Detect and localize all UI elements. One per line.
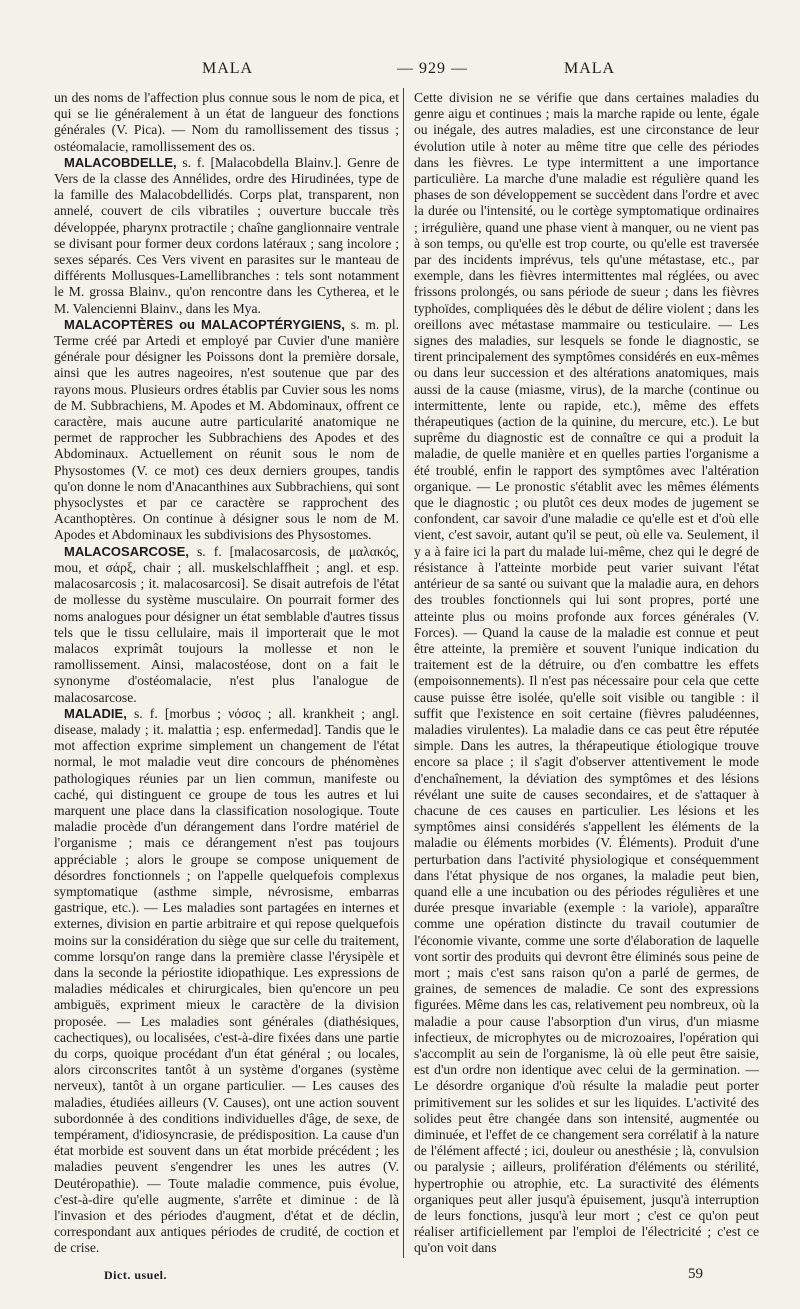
entry-maladie-continued: Cette division ne se vérifie que dans certaines maladies du genre aigu et continues ; mais la marche rapide ou lente, égale ou inégale, des autres maladies, est une circonstance de leur évolution utile à noter au même titre que celle des périodes dans les fièvres. Le type intermittent a une importance particulière. La marche d'une maladie est régulière quand les phases de son développement se succèdent dans l'ordre et avec la durée ou l'intensité, ou le cortège symptomatique ordinaires ; irrégulière, quand une phase vient à manquer, ou ne vient pas à son temps, ou qu'elle est trop courte, ou qu'elle est traversée par des incidents imprévus, tels qu'une métastase, etc., par exemple, dans les fièvres intermittentes mal réglées, ou avec frissons prolongés, ou sans période de sueur ; dans les fièvres typhoïdes, compliquées dès le début de délire violent ; dans les oreillons avec métastase mammaire ou testiculaire. — Les signes des maladies, sur lesquels se fonde le diagnostic, se tirent principalement des symptômes considérés en eux-mêmes ou dans leur succession et des altérations anatomiques, mais aussi de la cause (miasme, virus), de la marche (continue ou intermittente, lente ou rapide, etc.), même des effets thérapeutiques (action de la quinine, du mercure, etc.). Le but suprême du diagnostic est de connaître ce qui a produit la maladie, de quelle manière et en quelles parties l'organisme a été troublé, enfin le rapport des symptômes avec l'altération organique. — Le pronostic s'établit avec les mêmes éléments que le diagnostic ; ou plutôt ces deux modes de jugement se confondent, car savoir d'une maladie ce qu'elle est et d'où elle vient, c'est savoir, autant qu'il se peut, où elle va. Seulement, il y a à faire ici la part du malade lui-même, chez qui le degré de résistance à l'atteinte morbide peut varier suivant l'état antérieur de sa santé ou suivant que la maladie aura, en dehors des troubles fonctionnels qui lui sont propres, porté une atteinte plus ou moins profonde aux forces générales (V. Forces). — Quand la cause de la maladie est connue et peut être atteinte, la première et souvent l'unique indication du traitement est de la détruire, ou d'en combattre les effets (empoisonnements). Il n'est pas nécessaire pour cela que cette cause puisse être isolée, qu'elle soit visible ou tangible : il suffit que l'existence en soit certaine (fièvres paludéennes, maladies virulentes). La maladie dans ce cas peut être réputée simple. Dans les autres, la thérapeutique étiologique trouve encore sa place ; il s'agit d'observer attentivement le mode d'enchaînement, la déviation des symptômes et des lésions révélant une suite de causes secondaires, et de s'attaquer à chacune de ces causes en particulier. Les lésions et les symptômes ainsi considérés s'appellent les éléments de la maladie ou éléments morbides (V. Éléments). Produit d'une perturbation dans l'activité physiologique et conséquemment dans l'état physique de nos organes, la maladie peut bien, quand elle a une incubation ou des périodes régulières et une durée presque invariable (exemple : la variole), apparaître comme une opération distincte du travail coutumier de l'économie vivante, comme une sorte d'élaboration de laquelle vont sortir des produits qui devront être éliminés sous peine de mort ; mais c'est sans raison qu'on a parlé de germes, de graines, de semences de maladie. Ce sont des expressions figurées. Même dans les cas, relativement peu nombreux, où la maladie a pour cause l'absorption d'un virus, d'un miasme infectieux, de microphytes ou de microzoaires, l'opération qui s'accomplit au sein de l'organisme, là où elle peut être saisie, est d'un ordre non identique avec celui de la germination. — Le désordre organique d'où résulte la maladie peut porter primitivement sur les solides et sur les liquides. L'activité des solides peut être changée dans son intensité, augmentée ou diminuée, et l'effet de ce changement sera corrélatif à la nature de l'élément affecté ; ici, douleur ou anesthésie ; là, convulsion ou paralysie ; ailleurs, prolifération d'éléments ou stérilité, hypertrophie ou atrophie, etc. La suractivité des éléments organiques peut aller jusqu'à épuisement, jusqu'à interruption de leurs fonctions, jusqu'à leur mort ; c'est ce qu'on peut réaliser artificiellement par l'emploi de l'électricité ; c'est ce qu'on voit dans	[414, 90, 759, 1256]
headword: MALACOSARCOSE,	[64, 543, 189, 559]
left-column	[54, 90, 399, 1257]
headword: MALACOPTÈRES ou MALACOPTÉRYGIENS,	[64, 316, 345, 332]
header-right-word: MALA	[564, 60, 616, 77]
column-divider	[403, 88, 404, 1258]
entry-text: s. f. [morbus ; νόσος ; all. krankheit ; angl. disease, malady ; it. malattia ; esp. enfermedad]. Tandis que le mot affection exprime simplement un changement de l'état normal, le mot maladie veut dire concours de phénomènes pathologiques réunies par un lien commun, manifeste ou caché, qui distinguent ce groupe de tous les autres et lui marquent une place dans la classification nosologique. Toute maladie procède d'un dérangement dans l'ordre matériel de l'organisme ; mais ce dérangement n'est pas toujours appréciable ; alors le groupe se compose uniquement de désordres fonctionnels ; on l'appelle quelquefois complexus symptomatique (asthme simple, névrosisme, embarras gastrique, etc.). — Les maladies sont partagées en internes et externes, division en partie arbitraire et qui repose quelquefois moins sur la considération du siège que sur celle du traitement, comme lorsqu'on range dans la première classe l'érysipèle et dans la seconde la périostite idiopathique. Les expressions de maladies médicales et chirurgicales, bien qu'encore un peu ambiguës, expriment mieux le caractère de la division proposée. — Les maladies sont générales (diathésiques, cachectiques), ou localisées, c'est-à-dire fixées dans une partie du corps, quoique procédant d'un état général ; ou locales, alors circonscrites tantôt à un système d'organes (système nerveux), tantôt à un organe particulier. — Les causes des maladies, étudiées ailleurs (V. Causes), ont une action souvent subordonnée à des conditions individuelles d'âge, de sexe, de tempérament, d'idiosyncrasie, de prédisposition. La cause d'un état morbide est souvent dans un état morbide précédent ; les maladies peuvent s'engendrer les unes les autres (V. Deutéropathie). — Toute maladie commence, puis évolue, c'est-à-dire qu'elle augmente, s'arrête et diminue : de là l'invasion et des périodes d'augment, d'état et de déclin, correspondant aux antiques périodes de crudité, de coction et de crise.	[54, 705, 399, 1256]
continued-paragraph: un des noms de l'affection plus connue sous le nom de pica, et qui se lie généralement à un état de langueur des fonctions générales (V. Pica). — Nom du ramollissement des tissus ; ostéomalacie, ramollissement des os.	[54, 90, 399, 154]
entry-text: s. f. [Malacobdella Blainv.]. Genre de Vers de la classe des Annélides, ordre des Hirudinées, type de la famille des Malacobdellidés. Corps plat, transparent, non annelé, couvert de cils vibratiles ; ouverture buccale très développée, pharynx protractile ; chaîne ganglionnaire ventrale se divisant pour former deux cordons latéraux ; sang incolore ; sexes séparés. Ces Vers vivent en parasites sur le manteau de différents Mollusques-Lamellibranches : tels sont notamment le M. grossa Blainv., qu'on rencontre dans les Cytherea, et le M. Valencienni Blainv., dans les Mya.	[54, 154, 399, 316]
page-number: — 929 —	[397, 60, 468, 77]
entry-malacopteres	[54, 317, 399, 544]
entry-malacosarcose	[54, 544, 399, 706]
headword: MALADIE,	[64, 705, 127, 721]
header-left-word: MALA	[202, 60, 254, 77]
running-header	[52, 60, 762, 84]
entry-text: s. f. [malacosarcosis, de μαλακός, mou, et σάρξ, chair ; all. muskelschlaffheit ; angl. et esp. malacosarcosis ; it. malacosarcosi]. Se disait autrefois de l'état de mollesse du système musculaire. On pourrait former des noms analogues pour désigner un état semblable d'autres tissus tels que le tissu cellulaire, mais il importerait que le mot malacos exprimât toujours la mollesse et non le ramollissement. Ainsi, malacostéose, dont on a fait le synonyme d'ostéomalacie, n'est plus l'analogue de malacosarcose.	[54, 543, 399, 705]
headword: MALACOBDELLE,	[64, 154, 177, 170]
footer-signature: Dict. usuel.	[104, 1268, 167, 1282]
footer-sheet-number: 59	[688, 1266, 703, 1282]
entry-maladie	[54, 706, 399, 1257]
entry-malacobdelle	[54, 155, 399, 317]
entry-text: s. m. pl. Terme créé par Artedi et employé par Cuvier d'une manière générale pour désigner les Poissons dont la première dorsale, ainsi que les autres nageoires, n'est soutenue que par des rayons mous. Plusieurs ordres établis par Cuvier sous les noms de M. Subbrachiens, M. Apodes et M. Abdominaux, offrent ce caractère, mais aucune autre particularité anatomique ne permet de rapprocher les Subbrachiens des Apodes et des Abdominaux. Actuellement on réunit sous le nom de Physostomes (V. ce mot) ces deux derniers groupes, tandis qu'on donne le nom d'Anacanthines aux Subbrachiens, qui sont physoclystes et par ce caractère se rapprochent des Acanthoptères. On continue à désigner sous le nom de M. Apodes et Abdominaux les subdivisions des Physostomes.	[54, 316, 399, 543]
right-column	[414, 90, 759, 1257]
